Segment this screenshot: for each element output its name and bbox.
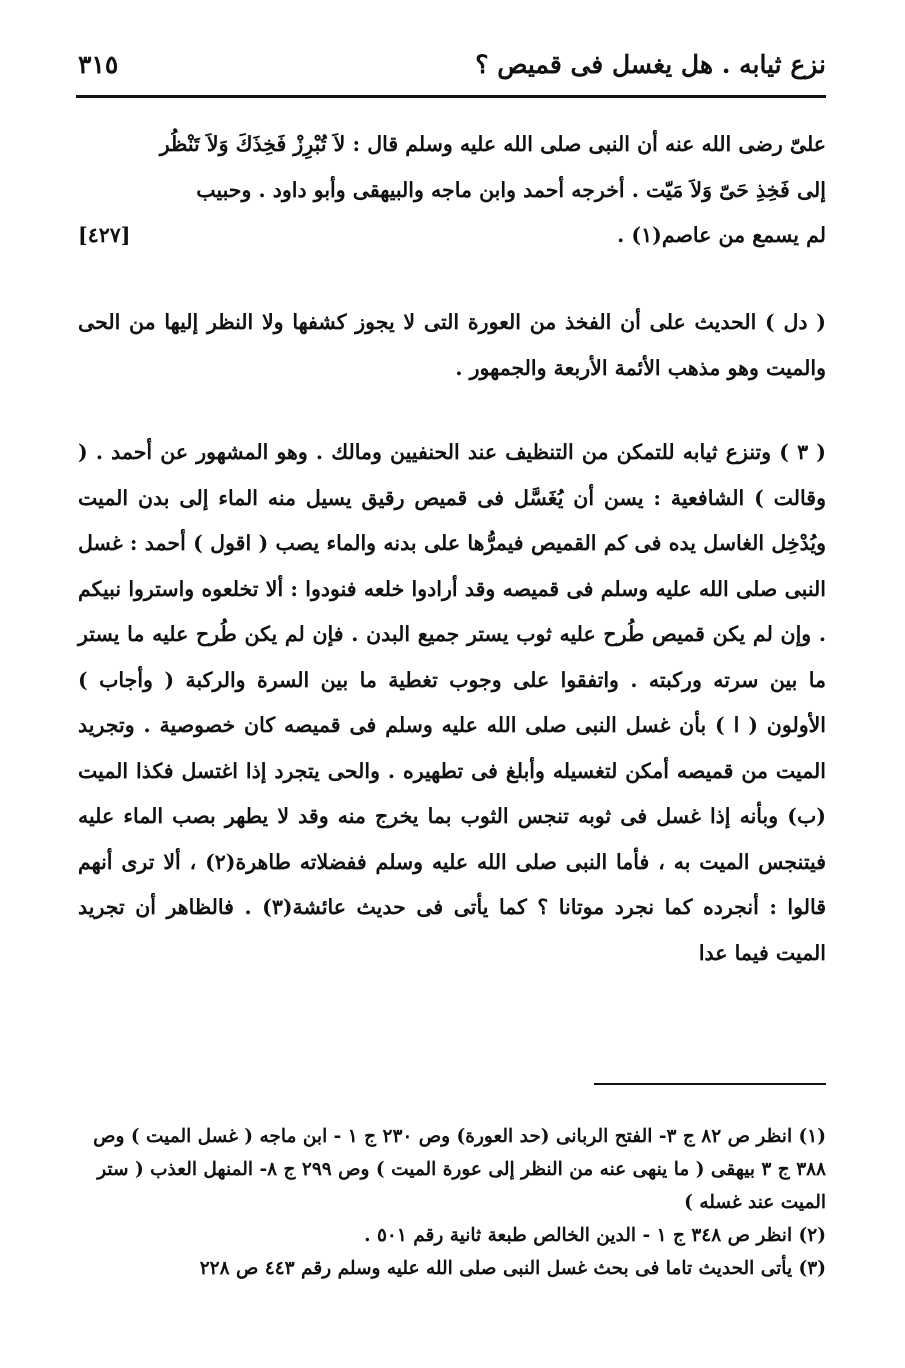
footnote-rule: [594, 1083, 826, 1085]
page-header: [78, 42, 826, 86]
hadith-paragraph: [78, 122, 826, 259]
paragraph-text: ( ٣ ) وتنزع ثيابه للتمكن من التنظيف عند الحنفيين ومالك . وهو المشهور عن أحمد . ( وقالت ) الشافعية : يسن أن يُغَسَّل فى قميص رقيق يسيل منه الماء إلى بدن الميت ويُدْخِل الغاسل يده فى كم القميص فيمرُّها على بدنه والماء يصب ( اقول ) أحمد : غسل النبى صلى الله عليه وسلم فى قميصه وقد أرادوا خلعه فنودوا : ألا تخلعوه واستروا نبيكم . وإن لم يكن قميص طُرح عليه ثوب يستر جميع البدن . فإن لم يكن طُرح عليه ما يستر ما بين سرته وركبته . واتفقوا على وجوب تغطية ما بين السرة والركبة ( وأجاب ) الأولون ( ا ) بأن غسل النبى صلى الله عليه وسلم فى قميصه كان خصوصية . وتجريد الميت من قميصه أمكن لتغسيله وأبلغ فى تطهيره . والحى يتجرد إذا اغتسل فكذا الميت (ب) وبأنه إذا غسل فى ثوبه تنجس الثوب بما يخرج منه وقد لا يطهر بصب الماء عليه فيتنجس الميت به ، فأما النبى صلى الله عليه وسلم ففضلاته طاهرة(٢) ، ألا ترى أنهم قالوا : أنجرده كما نجرد موتانا ؟ كما يأتى فى حديث عائشة(٣) . فالظاهر أن تجريد الميت فيما عدا: [78, 440, 826, 965]
text-line: علىّ رضى الله عنه أن النبى صلى الله عليه وسلم قال : لاَ تُبْرِزْ فَخِذَكَ وَلاَ تَنْظُر: [159, 132, 826, 156]
footnote: (٣) يأتى الحديث تاما فى بحث غسل النبى صلى الله عليه وسلم رقم ٤٤٣ ص ٢٢٨: [199, 1258, 826, 1279]
footnotes: [78, 1120, 826, 1285]
header-rule: [76, 95, 826, 98]
footnote: (٢) انظر ص ٣٤٨ ج ١ - الدين الخالص طبعة ثانية رقم ٥٠١ .: [364, 1225, 826, 1246]
footnote: (١) انظر ص ٨٢ ج ٣- الفتح الربانى (حد العورة) وص ٢٣٠ ج ١ - ابن ماجه ( غسل الميت ) وص ٣٨٨ ج ٣ بيهقى ( ما ينهى عنه من النظر إلى عورة الميت ) وص ٢٩٩ ج ٨- المنهل العذب ( ستر الميت عند غسله ): [93, 1126, 826, 1213]
text-line: إلى فَخِذِ حَىّ وَلاَ مَيّت . أخرجه أحمد وابن ماجه والبيهقى وأبو داود . وحبيب: [196, 177, 826, 202]
page-number: ٣١٥: [78, 49, 119, 79]
commentary-paragraph: [78, 300, 826, 391]
paragraph-text: ( دل ) الحديث على أن الفخذ من العورة التى لا يجوز كشفها ولا النظر إليها من الحى والميت وهو مذهب الأئمة الأربعة والجمهور .: [78, 310, 826, 380]
text-line: لم يسمع من عاصم(١) .: [617, 223, 826, 247]
discussion-paragraph: [78, 430, 826, 976]
reference-line: [78, 213, 826, 259]
hadith-reference-number: [٤٢٧]: [78, 223, 131, 247]
running-title: نزع ثيابه . هل يغسل فى قميص ؟: [475, 49, 826, 79]
